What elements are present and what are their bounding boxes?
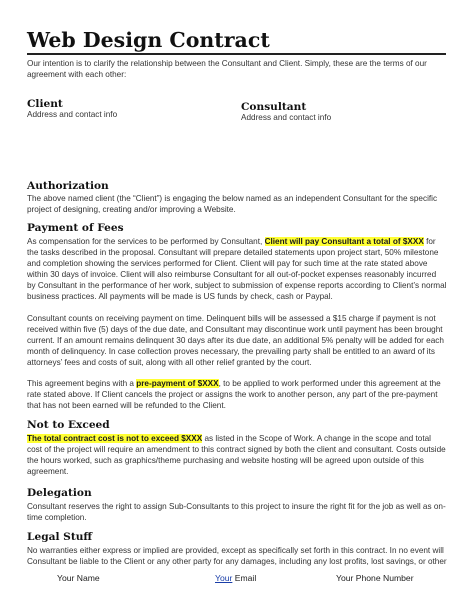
- payment-paragraph-1: As compensation for the services to be performed by Consultant, Client will pay Consultant a total of $XXX for the tasks described in the proposal. Consultant will prepare detailed statements upon project start, 50% milestone and completion showing the services performed for Client. Client will pay for such time at the rate stated above within 30 days of invoice. Client will also reimburse Consultant for all out-of-pocket expenses reasonably incurred by Consultant in the performance of her work, subject to submission of expense reports according to Client’s normal business practices. All payments will be made is US funds by check, cash or Paypal.: [27, 237, 447, 301]
- client-address: Address and contact info: [27, 110, 118, 119]
- footer-email-link[interactable]: Your: [215, 573, 233, 583]
- consultant-address: Address and contact info: [241, 113, 332, 122]
- payment-total-highlight: Client will pay Consultant a total of $XXX: [264, 237, 424, 246]
- footer-email: Your Email: [215, 573, 257, 583]
- payment-heading: Payment of Fees: [27, 222, 124, 234]
- delegation-text: Consultant reserves the right to assign Sub-Consultants to this project to insure the right fit for the job as well as on-time completion.: [27, 502, 446, 522]
- not-to-exceed-heading: Not to Exceed: [27, 419, 110, 431]
- intro-paragraph: Our intention is to clarify the relationship between the Consultant and Client. Simply, these are the terms of our agreement with each other:: [27, 59, 427, 79]
- consultant-heading: Consultant: [241, 101, 307, 113]
- prepayment-highlight: pre-payment of $XXX: [136, 379, 219, 388]
- footer-phone: Your Phone Number: [336, 573, 414, 583]
- footer-name: Your Name: [57, 573, 100, 583]
- payment-paragraph-3: This agreement begins with a pre-payment of $XXX, to be applied to work performed under this agreement at the rate stated above. If Client cancels the project or assigns the work to another person, any part of the pre-payment that has not been earned will be refunded to the Client.: [27, 379, 441, 410]
- page-title: Web Design Contract: [27, 28, 270, 52]
- not-to-exceed-text: The total contract cost is not to exceed $XXX as listed in the Scope of Work. A change in the scope and total cost of the project will require an amendment to this contract signed by both the client and consultant. Costs outside the hours worked, such as graphics/theme purchasing and website hosting will be agreed upon outside of this agreement.: [27, 434, 446, 476]
- client-heading: Client: [27, 98, 63, 110]
- total-cost-highlight: The total contract cost is not to exceed $XXX: [27, 434, 203, 443]
- authorization-text: The above named client (the “Client”) is engaging the below named as an independent Consultant for the specific project of designing, creating and/or improving a Website.: [27, 194, 438, 214]
- title-divider: [27, 53, 446, 55]
- legal-text: No warranties either express or implied are provided, except as specifically set forth in this contract. In no event will Consultant be liable to the Client or any other party for any damages, including any lost profits, lost savings, or other: [27, 546, 447, 566]
- payment-paragraph-2: Consultant counts on receiving payment on time. Delinquent bills will be assessed a $15 charge if payment is not received within five (5) days of the due date, and Consultant may discontinue work until payment has been brought current. If an amount remains delinquent 30 days after its due date, an additional 5% penalty will be added for each month of delinquency. In case collection proves necessary, the prevailing party shall be entitled to an award of its attorneys’ fees and costs of suit, along with all other relief granted by the court.: [27, 314, 444, 367]
- authorization-heading: Authorization: [27, 180, 109, 192]
- legal-heading: Legal Stuff: [27, 531, 93, 543]
- delegation-heading: Delegation: [27, 487, 92, 499]
